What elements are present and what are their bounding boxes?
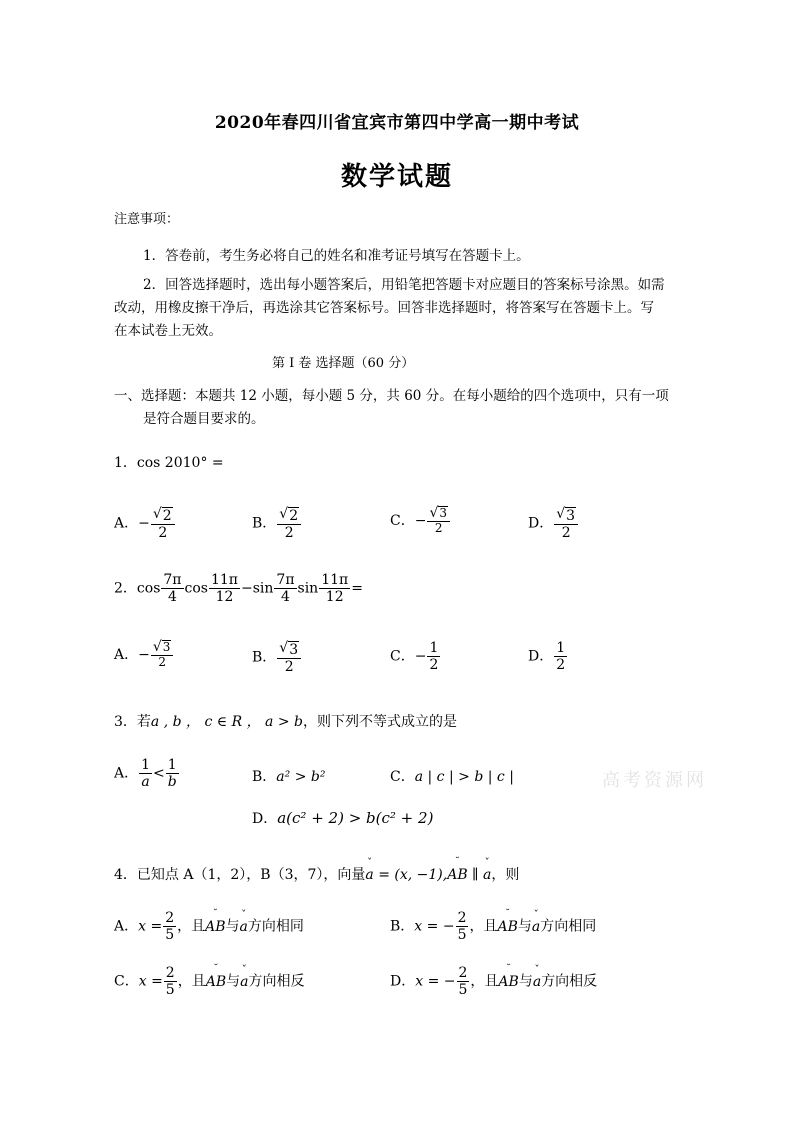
vector-a: ˇ a <box>532 919 540 935</box>
sin-fn: sin <box>252 580 274 597</box>
notice-item-2 <box>114 274 684 343</box>
q4-option-b: B．x = − $\frac{2}{5}$ ，且˘ AB与ˇ a方向相同 <box>390 910 596 943</box>
q4-stem <box>114 864 519 884</box>
vector-a: ˇ a <box>240 974 248 990</box>
cos-fn: cos <box>136 580 161 597</box>
stem-prefix: 4．已知点 A（1，2），B（3，7），向量 <box>114 867 366 883</box>
fraction: $\frac{1}{2}$ <box>429 640 439 674</box>
sqrt-icon: √ <box>279 640 289 656</box>
option-label: B． <box>252 769 277 785</box>
stem-vars: a , b ， c ∈ R ， a > b <box>150 714 303 730</box>
less-than-sign: < <box>153 765 165 782</box>
vector-ab: ˘ AB <box>498 974 518 990</box>
q4-option-d: D．x = − $\frac{2}{5}$ ，且˘ AB与ˇ a方向相反 <box>390 965 597 998</box>
notice-item-2-line1: 2．回答选择题时，选出每小题答案后，用铅笔把答题卡对应题目的答案标号涂黑。如需 <box>143 277 665 293</box>
q4-option-c: C．x = $\frac{2}{5}$ ，且˘ AB与ˇ a方向相反 <box>114 965 304 998</box>
q1-option-a <box>114 506 176 541</box>
notice-item-1: 1．答卷前，考生务必将自己的姓名和准考证号填写在答题卡上。 <box>143 248 530 264</box>
q2-option-b <box>252 640 302 675</box>
vector-ab: ˘ AB <box>497 919 517 935</box>
fraction: $\frac{1}{b}$ <box>167 757 177 791</box>
minus-sign: − <box>138 646 150 663</box>
q3-option-d <box>252 808 433 828</box>
q2-option-d <box>528 640 568 673</box>
radicand: 3 <box>439 506 448 520</box>
q2-stem <box>114 572 363 605</box>
q1-option-b <box>252 506 302 541</box>
q3-option-c <box>390 766 514 786</box>
watermark: 高考资源网 <box>602 770 707 791</box>
fraction: √ 3 2 <box>277 640 301 675</box>
q3-option-a <box>114 757 180 790</box>
vector-ab: ˘ AB <box>447 867 467 883</box>
radicand: 2 <box>162 508 172 524</box>
notice-item-2-line3: 在本试卷上无效。 <box>114 323 222 339</box>
fraction: $\frac{7\pi}{4}$ <box>163 572 182 606</box>
option-label: D． <box>528 648 554 665</box>
option-lhs: x = − <box>414 918 455 935</box>
denominator: 2 <box>561 525 571 542</box>
subject-title: 数学试题 <box>340 162 453 192</box>
option-label: D． <box>252 811 278 827</box>
sqrt-icon: √ <box>152 639 162 655</box>
fraction <box>151 506 175 541</box>
fraction <box>277 506 301 541</box>
fraction: $\frac{2}{5}$ <box>165 910 175 944</box>
option-expr: a² > b² <box>276 769 326 785</box>
fraction <box>554 506 578 541</box>
option-label: D． <box>390 973 416 990</box>
fraction: $\frac{1}{a}$ <box>141 757 151 791</box>
fraction: $\frac{1}{2}$ <box>556 640 566 674</box>
sqrt-icon: √ <box>429 505 439 521</box>
minus-sign: − <box>138 515 150 532</box>
section-intro-line2: 是符合题目要求的。 <box>143 411 265 427</box>
option-label: D． <box>528 515 554 532</box>
sin-fn: sin <box>297 580 319 597</box>
option-label: A． <box>114 515 139 532</box>
option-expr: a | c | > b | c | <box>414 769 514 785</box>
section-title: 第 I 卷 选择题（60 分） <box>272 356 415 371</box>
denominator: 2 <box>158 525 168 542</box>
option-label: A． <box>114 918 139 935</box>
minus-sign: − <box>414 512 427 529</box>
q2-option-c <box>390 640 441 673</box>
sqrt-icon: √ <box>279 506 289 522</box>
vector-a: ˇ a <box>483 867 491 883</box>
fraction: $\frac{2}{5}$ <box>165 965 175 999</box>
question-number: 2． <box>114 580 137 597</box>
option-lhs: x = <box>138 918 163 935</box>
q1-stem: 1．cos 2010° = <box>114 455 224 471</box>
vector-a: ˇ a <box>533 974 541 990</box>
radicand: 3 <box>566 508 576 524</box>
fraction: $\frac{2}{5}$ <box>458 965 468 999</box>
stem-prefix: 3．若 <box>114 714 151 730</box>
denominator: 2 <box>284 525 294 542</box>
fraction: $\frac{2}{5}$ <box>457 910 467 944</box>
option-label: C． <box>390 769 415 785</box>
vector-ab: ˘ AB <box>205 919 225 935</box>
option-label: C． <box>390 648 415 665</box>
option-lhs: x = <box>138 973 163 990</box>
option-label: C． <box>114 973 139 990</box>
q3-option-b <box>252 766 325 786</box>
exam-title: 2020年春四川省宜宾市第四中学高一期中考试 <box>214 113 580 133</box>
vector-a: ˇ a <box>365 867 373 883</box>
vector-ab: ˘ AB <box>206 974 226 990</box>
section-intro <box>114 385 684 431</box>
notice-heading: 注意事项： <box>114 212 180 227</box>
equals-sign: = <box>351 580 363 597</box>
sqrt-icon: √ <box>556 506 566 522</box>
option-label: C． <box>390 512 415 529</box>
minus-sign: − <box>240 580 253 597</box>
stem-mid: = (x, −1), <box>373 867 448 883</box>
vector-a: ˇ a <box>240 919 248 935</box>
fraction: $\frac{7\pi}{4}$ <box>276 572 295 606</box>
section-intro-line1: 一、选择题：本题共 12 小题，每小题 5 分，共 60 分。在每小题给的四个选项中，只有一项 <box>114 388 669 404</box>
option-label: B． <box>252 515 277 532</box>
q3-stem <box>114 711 457 731</box>
fraction <box>427 506 450 536</box>
option-expr: a(c² + 2) > b(c² + 2) <box>277 809 434 827</box>
option-label: B． <box>390 918 415 935</box>
notice-item-2-line2: 改动，用橡皮擦干净后，再选涂其它答案标号。回答非选择题时，将答案写在答题卡上。写 <box>114 300 654 316</box>
denominator: 2 <box>434 520 443 535</box>
stem-suffix: ，则 <box>491 867 520 883</box>
q4-option-a: A．x = $\frac{2}{5}$ ，且˘ AB与ˇ a方向相同 <box>114 910 304 943</box>
radicand: 2 <box>289 508 299 524</box>
option-label: A． <box>114 765 139 782</box>
option-label: A． <box>114 646 139 663</box>
option-lhs: x = − <box>415 973 456 990</box>
parallel-sign: ∥ <box>467 867 483 883</box>
fraction: $\frac{11\pi}{12}$ <box>210 572 238 606</box>
fraction: $\frac{11\pi}{12}$ <box>321 572 349 606</box>
sqrt-icon: √ <box>152 506 162 522</box>
option-label: B． <box>252 649 277 666</box>
minus-sign: − <box>414 648 427 665</box>
q2-option-a <box>114 640 174 670</box>
q1-option-d <box>528 506 579 541</box>
q1-option-c <box>390 506 451 536</box>
stem-suffix: ，则下列不等式成立的是 <box>302 714 457 730</box>
cos-fn: cos <box>184 580 208 597</box>
fraction: √ 3 2 <box>151 640 174 670</box>
